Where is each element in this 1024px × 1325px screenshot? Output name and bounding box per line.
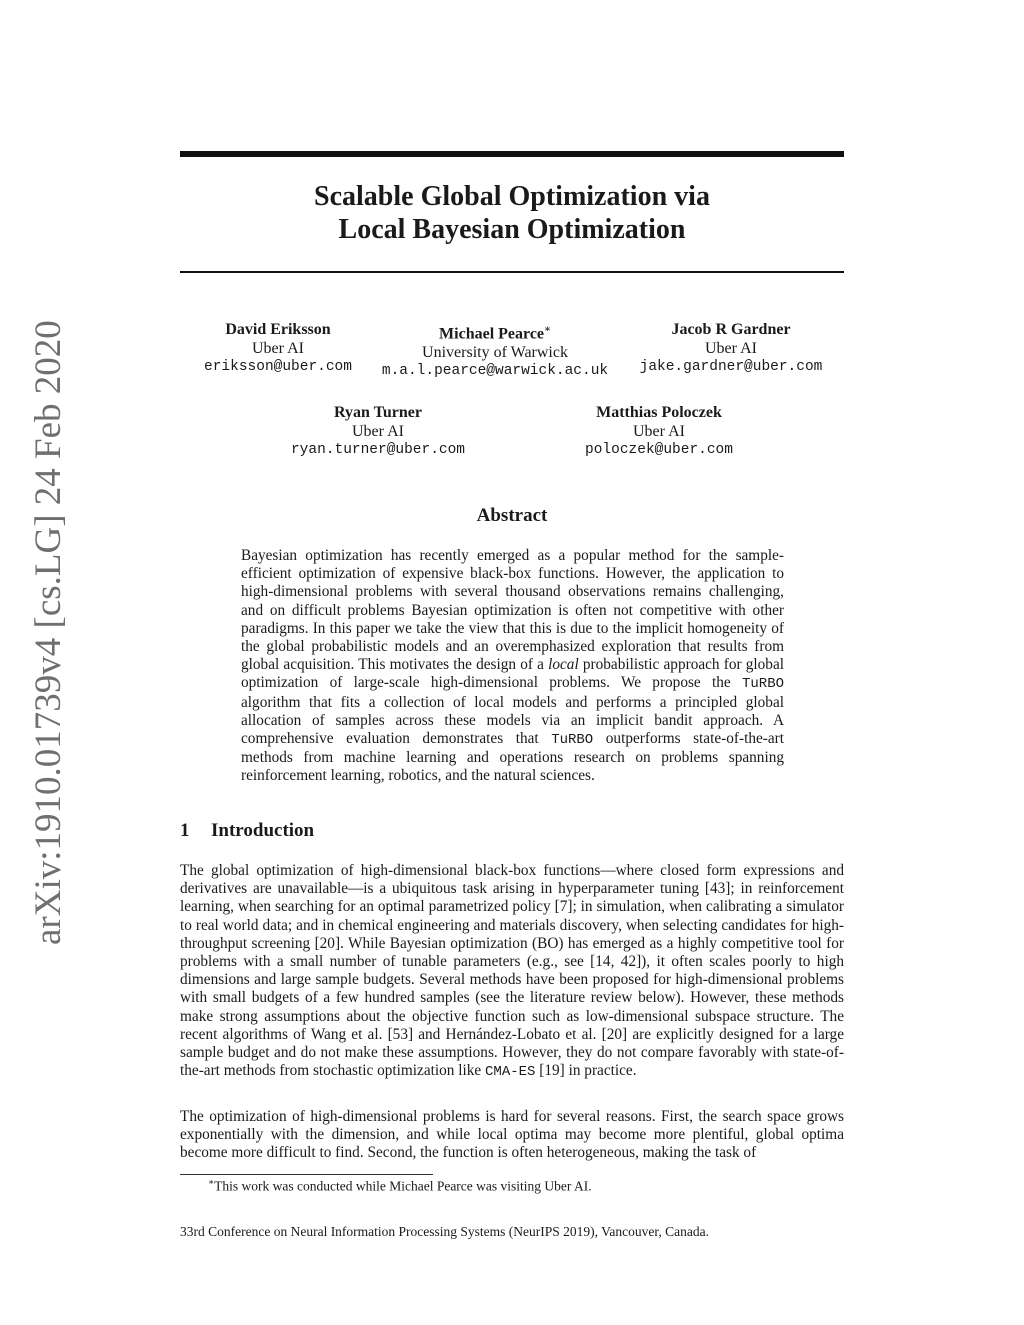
section-heading: [180, 820, 314, 842]
author-email: ryan.turner@uber.com: [290, 442, 466, 458]
author-name: Ryan Turner: [334, 404, 422, 421]
abstract-text: probabilistic approach for global optimization of large-scale high-dimensional problems. We propose the: [241, 656, 784, 692]
intro-paragraph-1: [180, 862, 844, 1081]
author-block: [178, 320, 378, 377]
author-block: [278, 403, 478, 460]
algorithm-name: CMA-ES: [485, 1064, 536, 1081]
abstract-text: Bayesian optimization has recently emerged as a popular method for the sample-efficient optimization of expensive black-box functions. However, the application to high-dimensional problems with several thousand observations remains challenging, and on difficult problems Bayesian optimization is often not competitive with other paradigms. In this paper we take the view that this is due to the implicit homogeneity of the global probabilistic models and an overemphasized exploration that results from global acquisition. This motivates the design of a: [241, 547, 784, 674]
author-name: David Eriksson: [225, 321, 331, 338]
footnote-text: This work was conducted while Michael Pearce was visiting Uber AI.: [214, 1178, 592, 1194]
title-line-1: Scalable Global Optimization via: [314, 181, 710, 212]
footnote: [208, 1177, 592, 1195]
author-email: m.a.l.pearce@warwick.ac.uk: [381, 363, 609, 380]
author-email: eriksson@uber.com: [204, 359, 352, 375]
algorithm-name: TuRBO: [741, 676, 784, 693]
intro-paragraph-2: The optimization of high-dimensional problems is hard for several reasons. First, the search space grows exponentially with the dimension, and while local optima may become more plentiful, global optima become more difficult to find. Second, the function is often heterogeneous, making the task of: [180, 1108, 844, 1162]
author-affiliation: Uber AI: [352, 423, 404, 440]
footnote-rule: [180, 1174, 433, 1175]
algorithm-name: TuRBO: [551, 732, 594, 749]
abstract-emphasis: local: [548, 656, 579, 674]
abstract-body: [241, 547, 784, 786]
title-bottom-rule: [180, 271, 844, 273]
author-affiliation: Uber AI: [252, 340, 304, 357]
author-name: Jacob R Gardner: [671, 321, 791, 338]
paper-title: [180, 180, 844, 246]
abstract-text: outperforms state-of-the-art methods from machine learning and operations research on problems spanning reinforcement learning, robotics, and the natural sciences.: [241, 730, 784, 785]
section-title: Introduction: [211, 820, 315, 841]
author-email: poloczek@uber.com: [585, 442, 733, 458]
title-line-2: Local Bayesian Optimization: [338, 214, 686, 245]
author-name: Michael Pearce: [439, 325, 545, 343]
paragraph-text: The global optimization of high-dimensional black-box functions—where closed form expressions and derivatives are unavailable—is a ubiquitous task arising in hyperparameter tuning [43]; in reinforcement learning, when searching for an optimal parametrized policy [7]; in simulation, when calibrating a simulator to real world data; and in chemical engineering and materials discovery, when selecting candidates for high-throughput screening [20]. While Bayesian optimization (BO) has emerged as a highly competitive tool for problems with a small number of tunable parameters (e.g., see [14, 42]), it often scales poorly to high dimensions and large sample budgets. Several methods have been proposed for high-dimensional problems with small budgets of a few hundred samples (see the literature review below). However, these methods make strong assumptions about the objective function such as low-dimensional subspace structure. The recent algorithms of Wang et al. [53] and Hernández-Lobato et al. [20] are explicitly designed for a large sample budget and do not make these assumptions. However, they do not compare favorably with state-of-the-art methods from stochastic optimization like: [180, 862, 844, 1080]
author-name: Matthias Poloczek: [596, 404, 722, 421]
conference-notice: 33rd Conference on Neural Information Processing Systems (NeurIPS 2019), Vancouver, Canada.: [180, 1224, 709, 1239]
author-block: [559, 403, 759, 460]
title-top-rule: [180, 151, 844, 157]
abstract-text: algorithm that fits a collection of local models and performs a principled global allocation of samples across these models via an implicit bandit approach. A comprehensive evaluation demonstrates that: [241, 693, 784, 748]
arxiv-identifier: arXiv:1910.01739v4 [cs.LG] 24 Feb 2020: [28, 320, 69, 945]
author-block: [625, 320, 837, 377]
abstract-heading: Abstract: [476, 505, 548, 526]
footnote-mark: ∗: [544, 324, 551, 335]
author-email: jake.gardner@uber.com: [639, 359, 823, 375]
author-block: [375, 320, 615, 381]
author-affiliation: Uber AI: [633, 423, 685, 440]
paragraph-text: [19] in practice.: [535, 1062, 637, 1080]
author-affiliation: University of Warwick: [422, 344, 568, 362]
footnote-mark: ∗: [208, 1177, 215, 1187]
author-affiliation: Uber AI: [705, 340, 757, 357]
section-number: 1: [180, 820, 190, 841]
